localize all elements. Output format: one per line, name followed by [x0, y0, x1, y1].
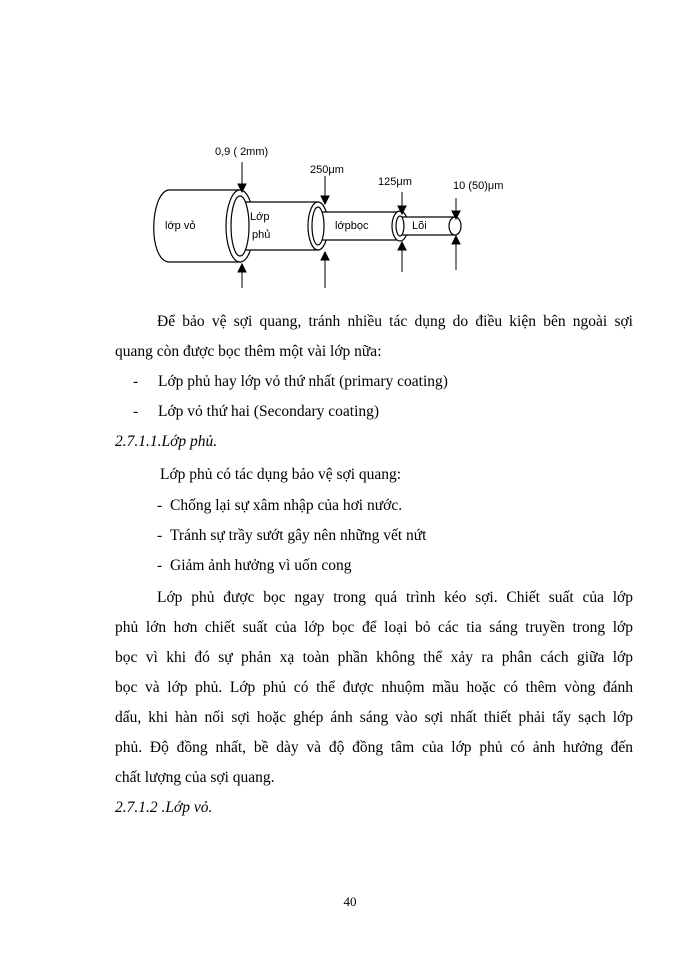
paragraph-line: Lớp phủ được bọc ngay trong quá trình kéo sợi. Chiết suất của lớp — [157, 589, 633, 606]
list-item-text: Lớp phủ hay lớp vỏ thứ nhất (primary coating) — [158, 373, 448, 390]
section-heading-jacket: 2.7.1.2 .Lớp vỏ. — [115, 799, 213, 816]
cladding-label: lớpbọc — [335, 220, 369, 232]
cladding-diameter-label: 125μm — [378, 176, 412, 188]
list-item-text: Lớp vỏ thứ hai (Secondary coating) — [158, 403, 380, 420]
cladding-face-inner — [312, 207, 324, 245]
paragraph-line: dấu, khi hàn nối sợi hoặc ghép ánh sáng vào sợi nhất thiết phải tẩy sạch lớp — [115, 709, 633, 726]
coating-intro: Lớp phủ có tác dụng bảo vệ sợi quang: — [160, 466, 402, 483]
coating-face-inner — [231, 196, 249, 256]
core-diameter-label: 10 (50)μm — [453, 180, 504, 192]
jacket-label: lớp vỏ — [165, 220, 196, 232]
list-bullet: - — [157, 527, 163, 544]
intro-line-1: Để bảo vệ sợi quang, tránh nhiều tác dụng do điều kiện bên ngoài sợi — [157, 313, 633, 330]
paragraph-line: bọc vì khi đó sự phản xạ toàn phần không thể xảy ra phân cách giữa lớp — [115, 649, 633, 666]
core-face-inner — [396, 216, 404, 236]
core-label: Lõi — [412, 220, 427, 232]
core-shape — [400, 217, 455, 235]
list-bullet: - — [157, 557, 163, 574]
coating-label-line1: Lớp — [250, 211, 270, 223]
optical-fiber-diagram — [130, 140, 530, 300]
paragraph-line: phủ lớn hơn chiết suất của lớp bọc để loại bỏ các tia sáng truyền trong lớp — [115, 619, 633, 636]
coating-shape — [240, 202, 318, 250]
intro-line-2: quang còn được bọc thêm một vài lớp nữa: — [115, 343, 382, 360]
page-number: 40 — [343, 894, 357, 909]
coating-label-line2: phủ — [252, 229, 271, 241]
list-bullet: - — [157, 497, 163, 514]
list-bullet: - — [133, 403, 139, 420]
list-item-text: Giảm ảnh hưởng vì uốn cong — [170, 557, 352, 574]
list-item-text: Chống lại sự xâm nhập của hơi nước. — [170, 497, 403, 514]
section-heading-coating: 2.7.1.1.Lớp phủ. — [115, 433, 218, 450]
core-face — [449, 217, 461, 235]
list-item-text: Tránh sự trầy sướt gây nên những vết nứt — [170, 527, 427, 544]
paragraph-line: phủ. Độ đồng nhất, bề dày và độ đồng tâm của lớp phủ có ảnh hưởng đến — [115, 739, 633, 756]
coating-diameter-label: 250μm — [310, 164, 344, 176]
paragraph-line: bọc và lớp phủ. Lớp phủ có thể được nhuộm mầu hoặc có thêm vòng đánh — [115, 679, 633, 696]
outer-diameter-label: 0,9 ( 2mm) — [215, 146, 269, 158]
list-bullet: - — [133, 373, 139, 390]
paragraph-line: chất lượng của sợi quang. — [115, 769, 275, 786]
